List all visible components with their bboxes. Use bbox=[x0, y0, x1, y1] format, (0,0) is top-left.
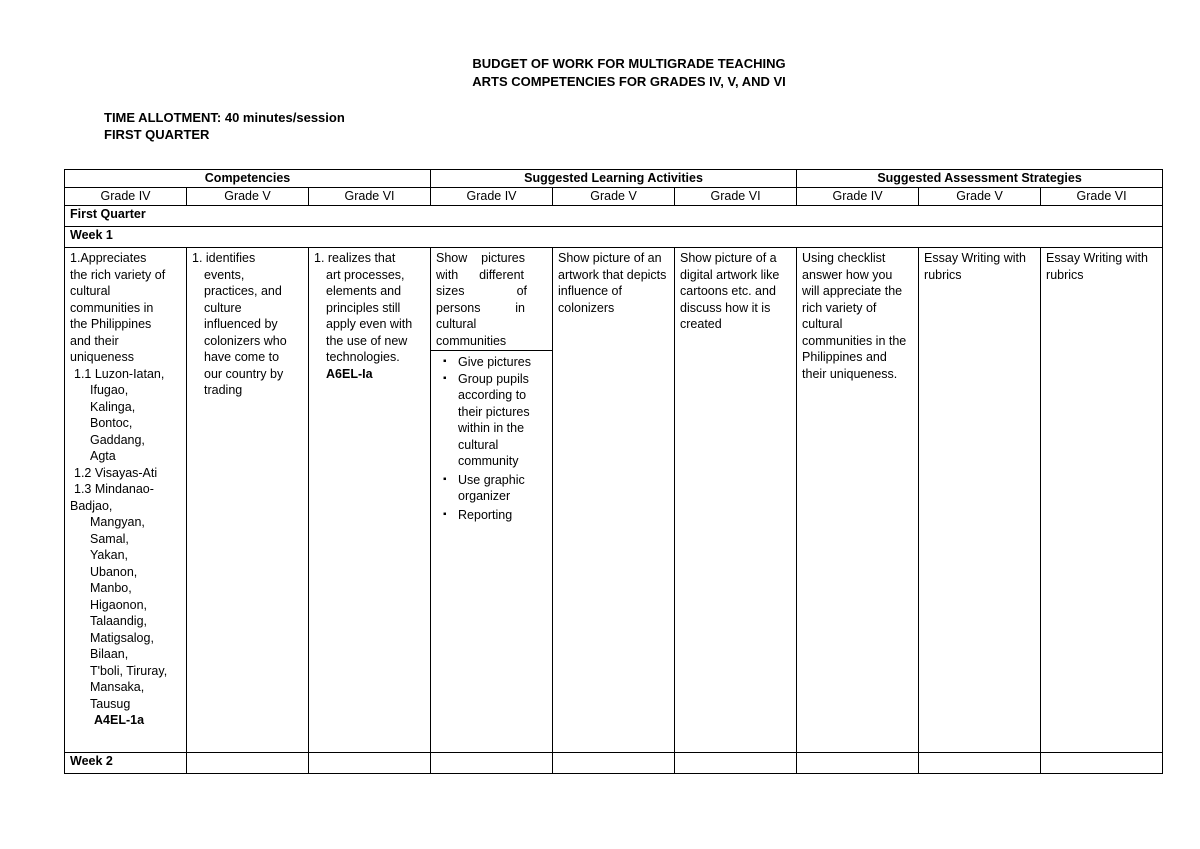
text-line: Ubanon, bbox=[90, 564, 138, 579]
text-line: have come to bbox=[204, 350, 280, 364]
text-line: 1. identifies bbox=[192, 251, 256, 265]
first-quarter-row bbox=[65, 206, 1163, 227]
assessment-grade5: Essay Writing with rubrics bbox=[919, 248, 1041, 753]
activity-grade4 bbox=[431, 248, 553, 753]
text-line: Bilaan, bbox=[90, 647, 129, 661]
assessment-grade4: Using checklist answer how you will appreciate the rich variety of cultural communities in the Philippines and their uniqueness. bbox=[797, 248, 919, 753]
text-line: sizes of bbox=[436, 284, 528, 298]
header-assessment-strategies: Suggested Assessment Strategies bbox=[797, 170, 1163, 188]
text-line: Yakan, bbox=[90, 548, 128, 562]
empty-cell bbox=[553, 753, 675, 774]
competency-grade4 bbox=[65, 248, 187, 753]
budget-of-work-table bbox=[64, 169, 1163, 774]
grade-header: Grade VI bbox=[1041, 188, 1163, 206]
text-line: cultural bbox=[436, 317, 477, 331]
competency-grade5 bbox=[187, 248, 309, 753]
grade-header: Grade V bbox=[553, 188, 675, 206]
competency-grade6 bbox=[309, 248, 431, 753]
week2-row bbox=[65, 753, 1163, 774]
text-line: the rich variety of bbox=[70, 267, 166, 282]
quarter-label: FIRST QUARTER bbox=[104, 127, 210, 142]
grade-header: Grade V bbox=[187, 188, 309, 206]
header-competencies: Competencies bbox=[65, 170, 431, 188]
grade-header-row bbox=[65, 188, 1163, 206]
text-line: the use of new bbox=[326, 333, 408, 348]
text-line: Higaonon, bbox=[90, 597, 147, 612]
text-line: Show pictures bbox=[436, 251, 525, 265]
week1-row bbox=[65, 227, 1163, 248]
first-quarter-label: First Quarter bbox=[65, 206, 1163, 227]
grade-header: Grade IV bbox=[65, 188, 187, 206]
text-line: 1.1 Luzon-Iatan, bbox=[74, 366, 165, 381]
text-line: Manbo, bbox=[90, 581, 132, 595]
text-line: communities bbox=[436, 333, 507, 348]
grade-header: Grade V bbox=[919, 188, 1041, 206]
empty-cell bbox=[431, 753, 553, 774]
text-line: art processes, bbox=[326, 267, 405, 282]
text-line: 1.2 Visayas-Ati bbox=[74, 465, 158, 480]
text-line: culture bbox=[204, 300, 242, 315]
text-line: Gaddang, bbox=[90, 432, 145, 447]
text-line: cultural bbox=[70, 284, 111, 298]
empty-cell bbox=[919, 753, 1041, 774]
text-line: T'boli, Tiruray, bbox=[90, 663, 168, 678]
text-line: Bontoc, bbox=[90, 416, 133, 430]
text-line: apply even with bbox=[326, 317, 413, 331]
text-line: Tausug bbox=[90, 696, 131, 711]
text-line: principles still bbox=[326, 300, 401, 315]
grade-header: Grade VI bbox=[309, 188, 431, 206]
header-learning-activities: Suggested Learning Activities bbox=[431, 170, 797, 188]
grade-header: Grade IV bbox=[797, 188, 919, 206]
empty-cell bbox=[797, 753, 919, 774]
activity-bullets bbox=[436, 351, 547, 523]
week1-label: Week 1 bbox=[65, 227, 1163, 248]
grade-header: Grade IV bbox=[431, 188, 553, 206]
document-title: BUDGET OF WORK FOR MULTIGRADE TEACHING bbox=[472, 56, 786, 71]
text-line: uniqueness bbox=[70, 350, 134, 364]
text-line: Samal, bbox=[90, 531, 129, 546]
text-line: 1. realizes that bbox=[314, 251, 396, 265]
text-line: Mansaka, bbox=[90, 680, 145, 694]
activity-grade5: Show picture of an artwork that depicts influence of colonizers bbox=[553, 248, 675, 753]
time-allotment: TIME ALLOTMENT: 40 minutes/session bbox=[104, 110, 345, 125]
empty-cell bbox=[675, 753, 797, 774]
empty-cell bbox=[1041, 753, 1163, 774]
grade-header: Grade VI bbox=[675, 188, 797, 206]
activity-grade6: Show picture of a digital artwork like cartoons etc. and discuss how it is created bbox=[675, 248, 797, 753]
text-line: Ifugao, bbox=[90, 383, 129, 397]
text-line: practices, and bbox=[204, 284, 282, 298]
activity-intro bbox=[431, 250, 552, 351]
week2-label: Week 2 bbox=[65, 753, 187, 774]
list-item: ▪ Reporting bbox=[436, 507, 547, 524]
assessment-grade6: Essay Writing with rubrics bbox=[1041, 248, 1163, 753]
text-line: influenced by bbox=[204, 317, 278, 331]
text-line: Badjao, bbox=[70, 498, 113, 513]
text-line: 1.Appreciates bbox=[70, 251, 147, 265]
text-line: with different bbox=[436, 267, 525, 282]
week1-content-row bbox=[65, 248, 1163, 753]
competency-code: A6EL-Ia bbox=[326, 366, 373, 381]
text-line: communities in bbox=[70, 300, 154, 315]
text-line: and their bbox=[70, 333, 119, 348]
text-line: Mangyan, bbox=[90, 515, 145, 529]
text-line: elements and bbox=[326, 284, 402, 298]
document-subtitle: ARTS COMPETENCIES FOR GRADES IV, V, AND VI bbox=[472, 74, 786, 89]
list-item: ▪ Use graphic organizer bbox=[436, 472, 547, 505]
text-line: the Philippines bbox=[70, 317, 152, 331]
text-line: Kalinga, bbox=[90, 399, 136, 414]
text-line: trading bbox=[204, 383, 243, 397]
text-line: persons in bbox=[436, 300, 525, 315]
list-item: ▪ Group pupils according to their pictures within in the cultural community bbox=[436, 371, 547, 470]
empty-cell bbox=[309, 753, 431, 774]
text-line: Talaandig, bbox=[90, 614, 147, 628]
list-item: ▪ Give pictures bbox=[436, 354, 547, 371]
text-line: our country by bbox=[204, 366, 284, 381]
text-line: Matigsalog, bbox=[90, 630, 154, 645]
text-line: events, bbox=[204, 267, 245, 282]
text-line: technologies. bbox=[326, 350, 400, 364]
text-line: colonizers who bbox=[204, 333, 287, 348]
empty-cell bbox=[187, 753, 309, 774]
text-line: Agta bbox=[90, 449, 116, 463]
text-line: 1.3 Mindanao- bbox=[74, 482, 154, 496]
competency-code: A4EL-1a bbox=[94, 713, 145, 727]
group-header-row bbox=[65, 170, 1163, 188]
